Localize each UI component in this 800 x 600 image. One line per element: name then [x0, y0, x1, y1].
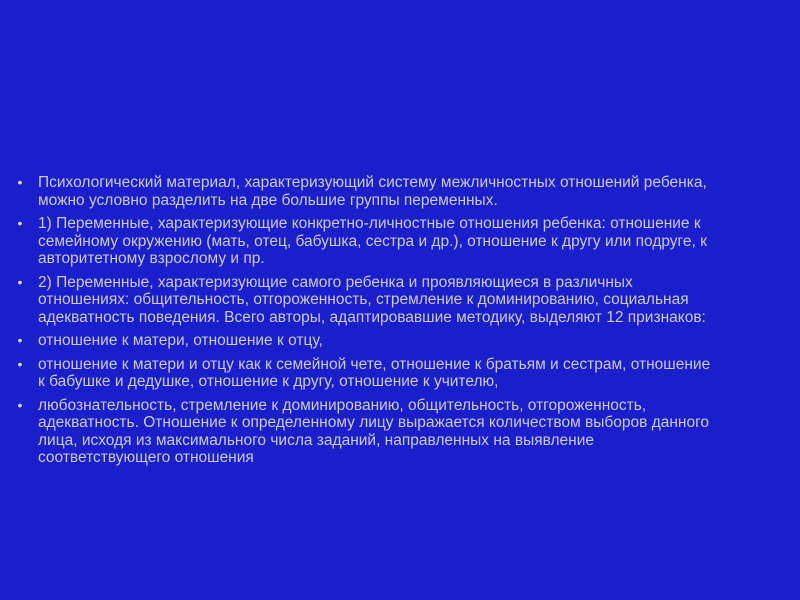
- bullet-text: любознательность, стремление к доминированию, общительность, отгороженность, адекватность. Отношение к определенному лицу выражается количеством выборов данного лица, исходя из максимального числа заданий, направленных на выявление соответствующего отношения: [38, 396, 710, 466]
- bullet-text: отношение к матери и отцу как к семейной чете, отношение к братьям и сестрам, отношение к бабушке и дедушке, отношение к другу, отношение к учителю,: [38, 355, 711, 390]
- bullet-item-6: [14, 397, 714, 467]
- bullet-item-3: [14, 274, 714, 327]
- bullet-item-5: [14, 356, 714, 391]
- bullet-icon: •: [17, 396, 23, 413]
- bullet-list: [14, 174, 714, 473]
- bullet-text: Психологический материал, характеризующий систему межличностных отношений ребенка, можно условно разделить на две большие группы переменных.: [38, 174, 707, 209]
- bullet-item-2: [14, 215, 714, 268]
- bullet-text: 2) Переменные, характеризующие самого ребенка и проявляющиеся в различных отношениях: общительность, отгороженность, стремление к доминированию, социальная адекватность поведения. Всего авторы, адаптировавшие методику, выделяют 12 признаков:: [38, 273, 706, 326]
- bullet-text: 1) Переменные, характеризующие конкретно-личностные отношения ребенка: отношение к семейному окружению (мать, отец, бабушка, сестра и др.), отношение к другу или подруге, к авторитетному взрослому и пр.: [38, 215, 707, 267]
- bullet-item-4: [14, 332, 714, 350]
- bullet-icon: •: [17, 273, 23, 290]
- bullet-icon: •: [17, 174, 23, 190]
- bullet-item-1: [14, 174, 714, 209]
- bullet-icon: •: [17, 355, 23, 372]
- bullet-icon: •: [17, 215, 23, 231]
- bullet-text: отношение к матери, отношение к отцу,: [38, 332, 323, 349]
- bullet-icon: •: [17, 332, 23, 348]
